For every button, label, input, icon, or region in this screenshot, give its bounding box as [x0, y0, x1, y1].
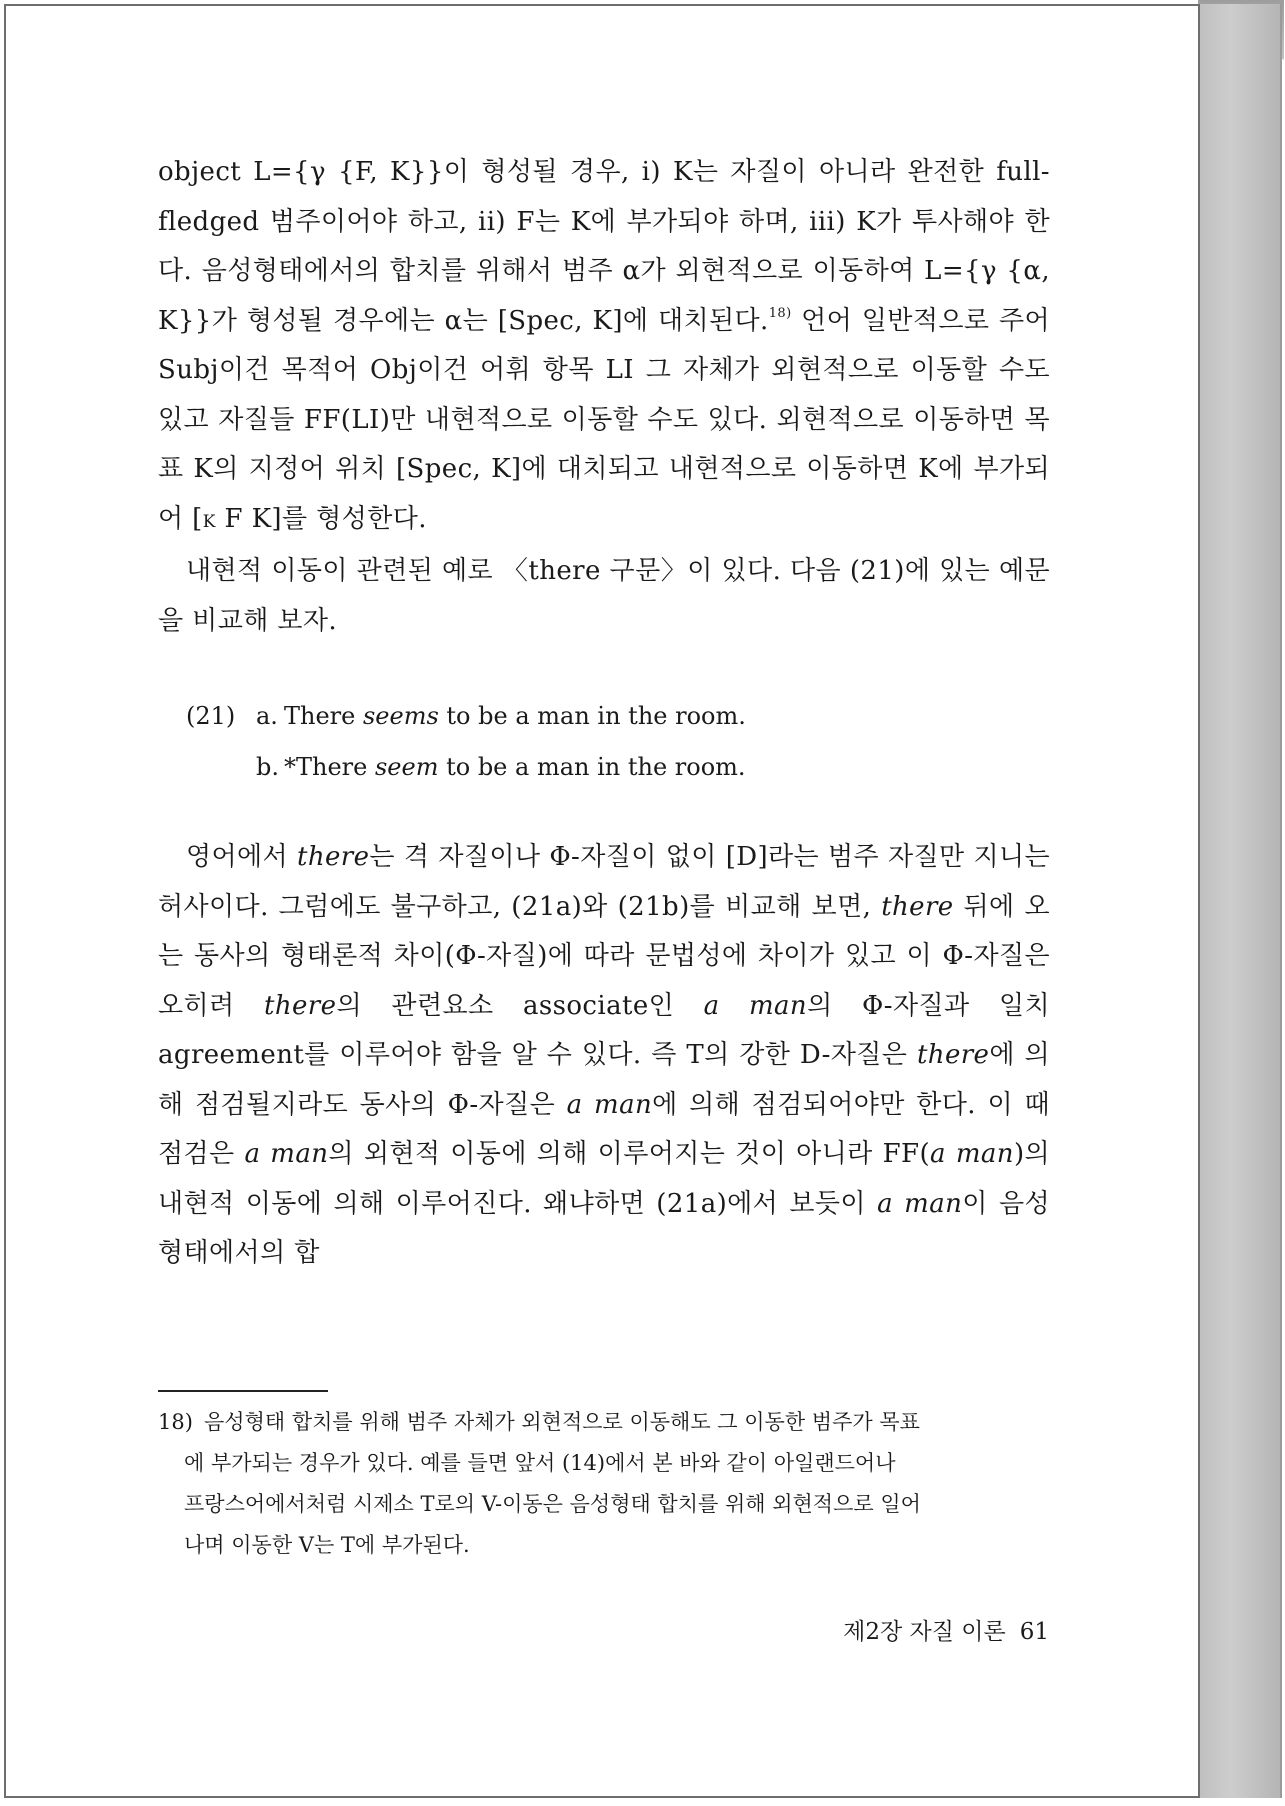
footnote-line-2: 에 부가되는 경우가 있다. 예를 들면 앞서 (14)에서 본 바와 같이 아일랜드어나 [184, 1451, 896, 1475]
example-a-pre: There [284, 702, 363, 730]
p3-a-man: a man [244, 1139, 329, 1169]
example-a-verb: seems [362, 702, 439, 730]
example-b-pre: *There [284, 753, 375, 781]
p3-seg: 는 격 자질이나 Φ-자질이 없이 [D]라는 범주 자질만 지니는 허사이다. 그럼에도 불구하고, (21a)와 (21b)를 비교해 보면, [158, 842, 1051, 922]
footnote-number: 18) [158, 1410, 193, 1434]
example-number: (21) [186, 702, 236, 730]
example-b-post: to be a man in the room. [438, 753, 746, 781]
p3-seg: 영어에서 [186, 842, 298, 872]
example-b-verb: seem [374, 753, 439, 781]
footnote-line-3: 프랑스어에서처럼 시제소 T로의 V-이동은 음성형태 합치를 위해 외현적으로 일어 [184, 1492, 921, 1516]
paragraph-3 [158, 833, 1050, 1279]
example-21b [186, 742, 1050, 793]
p3-seg: 뒤에 오는 동사의 형태론적 차이(Φ-자질)에 따라 문법성에 차이가 있고 이 Φ-자질은 오히려 [158, 891, 1050, 1021]
p3-a-man: a man [703, 990, 808, 1021]
p3-a-man: a man [566, 1089, 653, 1120]
paragraph-2: 내현적 이동이 관련된 예로 〈there 구문〉이 있다. 다음 (21)에 있는 예문을 비교해 보자. [158, 556, 1050, 636]
example-letter-b: b. [256, 753, 279, 781]
footnote-divider [158, 1390, 328, 1392]
paragraph-1-text-c: F K]를 형성한다. [215, 503, 427, 534]
p3-there: there [297, 842, 370, 872]
footnote-line-1 [158, 1402, 1050, 1443]
example-letter-a: a. [256, 702, 278, 730]
footnote-text: 음성형태 합치를 위해 범주 자체가 외현적으로 이동해도 그 이동한 범주가 목표 [204, 1410, 920, 1434]
page-number: 61 [1019, 1619, 1049, 1645]
footnote-line-4: 나며 이동한 V는 T에 부가된다. [184, 1533, 470, 1557]
footnote-18 [158, 1402, 1050, 1566]
footnote-ref-18: 18) [768, 305, 792, 321]
p3-there: there [881, 891, 954, 922]
page-body [158, 148, 1050, 1279]
chapter-title: 제2장 자질 이론 [843, 1619, 1006, 1645]
p3-seg: 의 외현적 이동에 의해 이루어지는 것이 아니라 FF( [328, 1139, 931, 1169]
p3-there: there [264, 990, 337, 1021]
p3-there: there [916, 1040, 990, 1070]
p3-seg: 이 음성형태에서의 합 [158, 1188, 1051, 1268]
p3-seg: 의 관련요소 associate인 [336, 990, 704, 1021]
p3-seg: 에 의해 점검될지라도 동사의 Φ-자질은 [158, 1040, 1051, 1120]
p3-seg: 의 Φ-자질과 일치 agreement를 이루어야 함을 알 수 있다. 즉 T의 강한 D-자질은 [158, 990, 1051, 1070]
paragraph-1 [158, 148, 1050, 547]
paragraph-1-text-a: object L={γ {F, K}}이 형성될 경우, i) K는 자질이 아니라 완전한 full-fledged 범주이어야 하고, ii) F는 K에 부가되야 하며, iii) K가 투사해야 한다. 음성형태에서의 합치를 위해서 범주 α가 외현적으로 이동하여 L={γ {α, K}}가 형성될 경우에는 α는 [Spec, K]에 대치된다. [158, 157, 1050, 336]
p3-a-man: a man [930, 1139, 1014, 1169]
p3-seg: )의 내현적 이동에 의해 이루어진다. 왜냐하면 (21a)에서 보듯이 [158, 1139, 1050, 1219]
example-21a [186, 691, 1050, 742]
page-stack-edge [1198, 4, 1282, 1798]
running-footer [843, 1613, 1049, 1646]
example-block-21 [186, 691, 1050, 793]
subscript-k: K [202, 511, 216, 532]
example-a-post: to be a man in the room. [438, 702, 746, 730]
p3-a-man: a man [877, 1188, 963, 1219]
paragraph-1-text-b: 언어 일반적으로 주어 Subj이건 목적어 Obj이건 어휘 항목 LI 그 자체가 외현적으로 이동할 수도 있고 자질들 FF(LI)만 내현적으로 이동할 수도 있다. 외현적으로 이동하면 목표 K의 지정어 위치 [Spec, K]에 대치되고 내현적으로 이동하면 K에 부가되어 [ [158, 305, 1051, 534]
p3-seg: 에 의해 점검되어야만 한다. 이 때 점검은 [158, 1089, 1050, 1169]
